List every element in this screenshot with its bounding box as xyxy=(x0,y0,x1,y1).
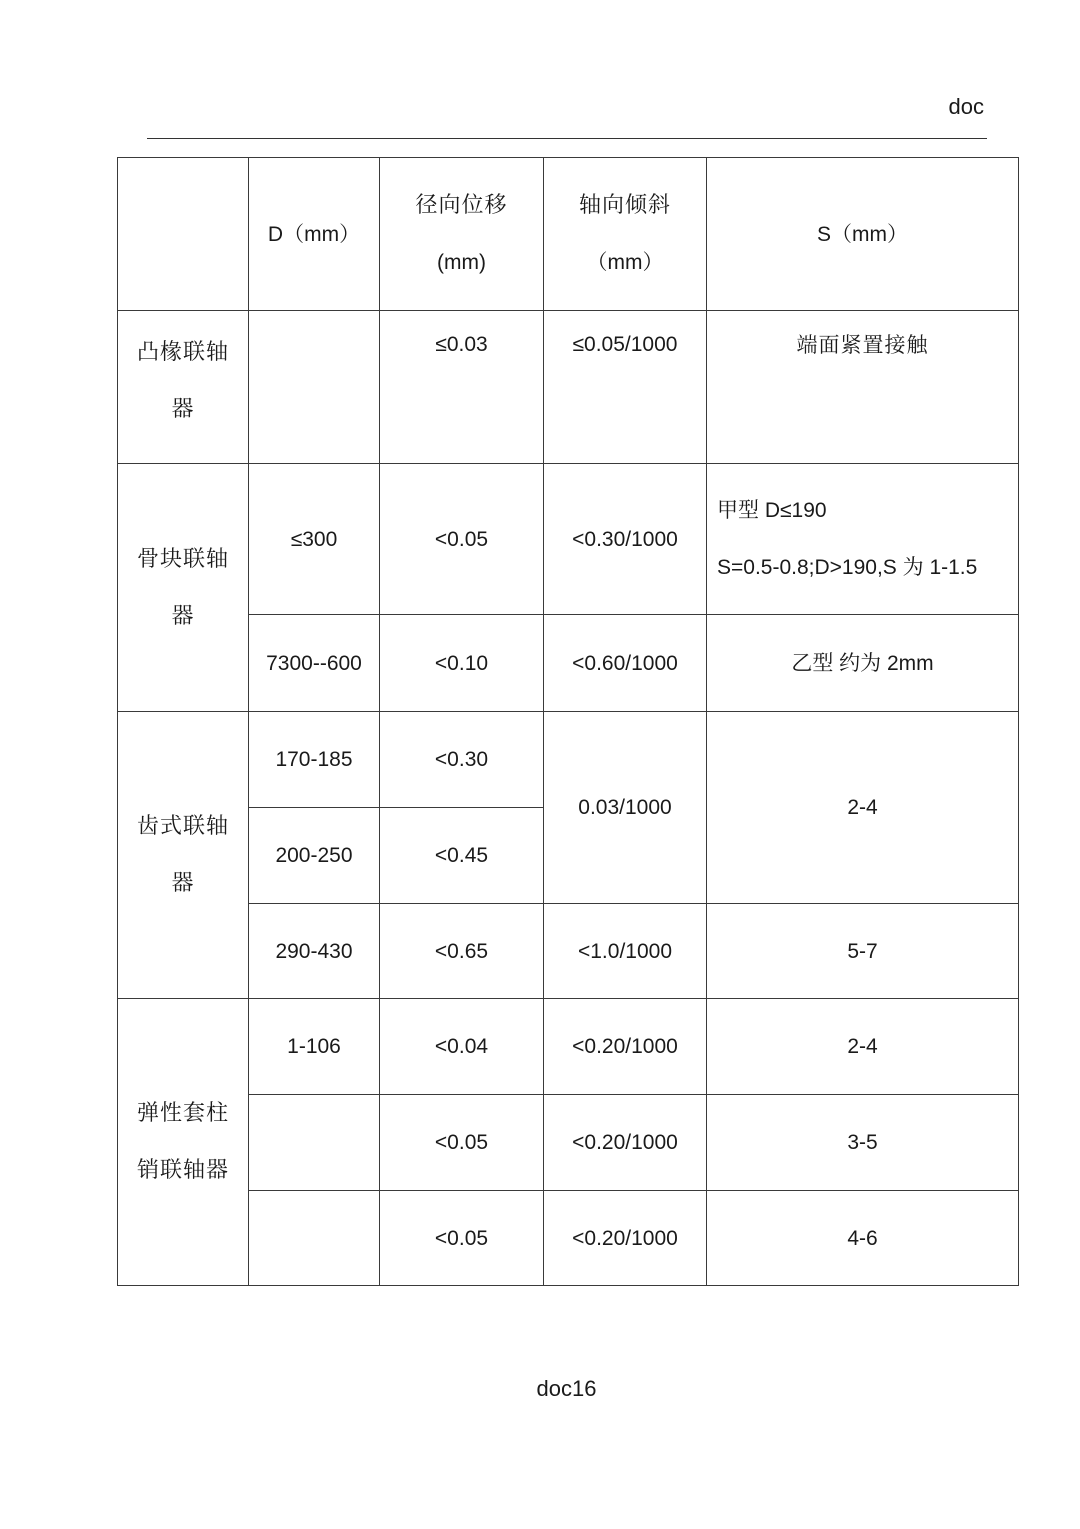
table-row xyxy=(118,1191,1019,1286)
pin-coupling-name xyxy=(118,999,249,1286)
gear-coupling-name xyxy=(118,712,249,999)
gear-r1-radial: <0.30 xyxy=(380,712,544,808)
header-s: S（mm） xyxy=(707,158,1019,311)
header-axial-line1: 轴向倾斜 xyxy=(578,193,671,218)
name-line: 骨块联轴 xyxy=(136,546,229,572)
gear-r3-axial: <1.0/1000 xyxy=(544,904,707,999)
block-coupling-name xyxy=(118,464,249,712)
name-line: 凸椽联轴 xyxy=(136,340,229,365)
pin-r1-s: 2-4 xyxy=(707,999,1019,1095)
table-row xyxy=(118,904,1019,999)
gear-r3-d: 290-430 xyxy=(249,904,380,999)
flange-radial: ≤0.03 xyxy=(380,311,544,464)
block-r2-s: 乙型 约为 2mm xyxy=(707,615,1019,712)
gear-r2-d: 200-250 xyxy=(249,808,380,904)
gear-r2-radial: <0.45 xyxy=(380,808,544,904)
block-r1-s-line1: 甲型 D≤190 xyxy=(717,499,827,522)
gear-merged-s: 2-4 xyxy=(707,712,1019,904)
header-radial-line2: (mm) xyxy=(437,251,486,274)
header-radial xyxy=(380,158,544,311)
name-line: 器 xyxy=(171,871,195,896)
header-radial-line1: 径向位移 xyxy=(415,193,508,218)
block-r2-d: 7300--600 xyxy=(249,615,380,712)
flange-axial: ≤0.05/1000 xyxy=(544,311,707,464)
name-line: 弹性套柱 xyxy=(136,1101,229,1126)
page-footer-label: doc16 xyxy=(536,1376,597,1401)
pin-r1-radial: <0.04 xyxy=(380,999,544,1095)
pin-r3-radial: <0.05 xyxy=(380,1191,544,1286)
pin-r2-d xyxy=(249,1095,380,1191)
flange-d xyxy=(249,311,380,464)
table-row xyxy=(118,712,1019,808)
name-line: 齿式联轴 xyxy=(136,814,229,839)
gear-r3-s: 5-7 xyxy=(707,904,1019,999)
pin-r3-axial: <0.20/1000 xyxy=(544,1191,707,1286)
flange-coupling-name xyxy=(118,311,249,464)
name-line: 器 xyxy=(171,603,195,629)
name-line: 器 xyxy=(171,397,195,422)
header-blank-cell xyxy=(118,158,249,311)
table-row xyxy=(118,999,1019,1095)
pin-r1-axial: <0.20/1000 xyxy=(544,999,707,1095)
pin-r3-d xyxy=(249,1191,380,1286)
table-row xyxy=(118,311,1019,464)
name-line: 销联轴器 xyxy=(136,1158,229,1183)
gear-r1-d: 170-185 xyxy=(249,712,380,808)
table-row xyxy=(118,1095,1019,1191)
gear-r3-radial: <0.65 xyxy=(380,904,544,999)
table-row xyxy=(118,615,1019,712)
header-row xyxy=(118,158,1019,311)
flange-s: 端面紧置接触 xyxy=(707,311,1019,464)
pin-r2-axial: <0.20/1000 xyxy=(544,1095,707,1191)
gear-merged-axial: 0.03/1000 xyxy=(544,712,707,904)
block-r1-d: ≤300 xyxy=(249,464,380,615)
pin-r2-radial: <0.05 xyxy=(380,1095,544,1191)
block-r1-radial: <0.05 xyxy=(380,464,544,615)
header-axial xyxy=(544,158,707,311)
block-r1-axial: <0.30/1000 xyxy=(544,464,707,615)
header-rule xyxy=(147,138,987,139)
table-row xyxy=(118,464,1019,615)
coupling-tolerance-table xyxy=(117,157,1019,1286)
block-r1-s-line2: S=0.5-0.8;D>190,S 为 1-1.5 xyxy=(717,556,978,579)
pin-r2-s: 3-5 xyxy=(707,1095,1019,1191)
block-r1-s xyxy=(707,464,1019,615)
pin-r1-d: 1-106 xyxy=(249,999,380,1095)
header-d: D（mm） xyxy=(249,158,380,311)
page-header-label: doc xyxy=(948,94,984,119)
header-axial-line2: （mm） xyxy=(586,251,664,274)
pin-r3-s: 4-6 xyxy=(707,1191,1019,1286)
block-r2-radial: <0.10 xyxy=(380,615,544,712)
block-r2-axial: <0.60/1000 xyxy=(544,615,707,712)
